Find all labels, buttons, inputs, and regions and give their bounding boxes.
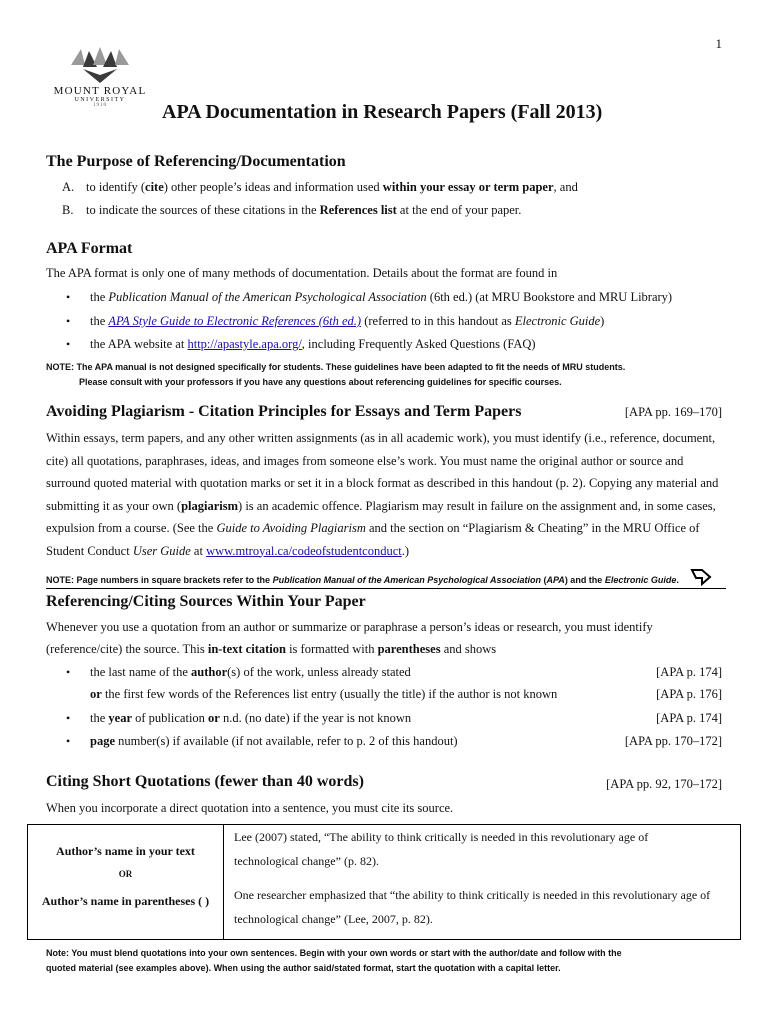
apa-source-manual: the Publication Manual of the American Psychological Association (6th ed.) (at MRU Bookstore and MRU Library) <box>90 290 673 304</box>
plagiarism-heading: Avoiding Plagiarism - Citation Principles for Essays and Term Papers <box>46 403 522 420</box>
bullet-icon: • <box>66 665 71 679</box>
page-title: APA Documentation in Research Papers (Fall 2013) <box>162 101 603 123</box>
example-author-in-parentheses: One researcher emphasized that “the ability to think critically is needed in this revolutionary age of technological change” (Lee, 2007, p. 82). <box>234 888 711 926</box>
or-label: OR <box>118 869 133 879</box>
apa-source-website: the APA website at http://apastyle.apa.org/, including Frequently Asked Questions (FAQ) <box>90 337 536 351</box>
citing-page: page number(s) if available (if not available, refer to p. 2 of this handout) <box>90 734 458 748</box>
apa-format-heading: APA Format <box>46 240 133 257</box>
citing-year: the year of publication or n.d. (no date) if the year is not known <box>90 711 412 725</box>
citing-year-ref: [APA p. 174] <box>656 711 722 725</box>
purpose-item-a-label: A. <box>62 180 75 194</box>
logo-year: 1910 <box>93 103 107 108</box>
bullet-icon: • <box>66 734 71 748</box>
citing-title-alternative: or the first few words of the References list entry (usually the title) if the author is not known <box>90 687 558 701</box>
bullet-icon: • <box>66 337 71 351</box>
logo-university: UNIVERSITY <box>74 97 126 103</box>
quotation-examples-table <box>27 824 741 940</box>
plagiarism-ref: [APA pp. 169–170] <box>624 405 722 419</box>
short-quotations-ref: [APA pp. 92, 170–172] <box>606 777 722 791</box>
citing-author-ref: [APA p. 174] <box>656 665 722 679</box>
section-divider <box>46 588 726 589</box>
table-divider <box>223 825 224 939</box>
university-logo-icon <box>65 45 135 83</box>
author-in-text-label: Author’s name in your text <box>56 844 195 858</box>
citing-page-ref: [APA pp. 170–172] <box>624 734 722 748</box>
citing-author: the last name of the author(s) of the work, unless already stated <box>90 665 411 679</box>
bullet-icon: • <box>66 290 71 304</box>
apastyle-link[interactable]: http://apastyle.apa.org/ <box>187 337 302 351</box>
code-of-conduct-link[interactable]: www.mtroyal.ca/codeofstudentconduct <box>206 543 402 558</box>
bullet-icon: • <box>66 711 71 725</box>
page-number-note: NOTE: Page numbers in square brackets refer to the Publication Manual of the American Psychological Association (APA) and the Electronic Guide. <box>46 575 679 585</box>
apa-manual-note-line2: Please consult with your professors if you have any questions about referencing guidelines for specific courses. <box>79 377 562 387</box>
blend-quotations-note-line2: quoted material (see examples above). When using the author said/stated format, start the quotation with a capital letter. <box>46 963 561 973</box>
electronic-guide-link[interactable]: APA Style Guide to Electronic References (6th ed.) <box>108 314 362 328</box>
university-logo <box>50 45 150 108</box>
apa-format-intro: The APA format is only one of many methods of documentation. Details about the format are found in <box>46 266 558 280</box>
short-quotations-heading: Citing Short Quotations (fewer than 40 words) <box>46 773 364 790</box>
citing-heading: Referencing/Citing Sources Within Your Paper <box>46 593 366 610</box>
plagiarism-paragraph: Within essays, term papers, and any other written assignments (as in all academic work), you must identify (i.e., reference, document, cite) all quotations, paraphrases, ideas, and images from someone else’s work. You must name the original author or source and surround quoted material with quotation marks or set it in a block format as described in this handout (p. 2). Copying any material and submitting it as your own (plagiarism) is an academic offence. Plagiarism may result in failure on the assignment and, in some cases, expulsion from a course. (See the Guide to Avoiding Plagiarism and the section on “Plagiarism & Cheating” in the MRU Office of Student Conduct User Guide at www.mtroyal.ca/codeofstudentconduct.) <box>46 431 719 558</box>
blend-quotations-note-line1: Note: You must blend quotations into your own sentences. Begin with your own words or start with the author/date and follow with the <box>46 948 622 958</box>
short-quotations-intro: When you incorporate a direct quotation into a sentence, you must cite its source. <box>46 801 454 815</box>
citing-title-ref: [APA p. 176] <box>656 687 722 701</box>
apa-source-electronic-guide: the APA Style Guide to Electronic References (6th ed.) (referred to in this handout as Electronic Guide) <box>90 314 605 328</box>
purpose-heading: The Purpose of Referencing/Documentation <box>46 153 346 170</box>
logo-name: MOUNT ROYAL <box>53 85 147 97</box>
author-in-parentheses-label: Author’s name in parentheses ( ) <box>41 894 210 908</box>
apa-manual-note-line1: NOTE: The APA manual is not designed specifically for students. These guidelines have been adapted to fit the needs of MRU students. <box>46 362 626 372</box>
bullet-icon: • <box>66 314 71 328</box>
example-author-in-text: Lee (2007) stated, “The ability to think critically is needed in this revolutionary age of technological change” (p. 82). <box>234 830 649 868</box>
citing-line1: Whenever you use a quotation from an author or summarize or paraphrase a person’s ideas or research, you must identify <box>46 620 653 634</box>
purpose-item-a: to identify (cite) other people’s ideas and information used within your essay or term paper, and <box>86 180 578 194</box>
purpose-item-b-label: B. <box>62 203 74 217</box>
page-number: 1 <box>715 36 722 51</box>
citing-line2: (reference/cite) the source. This in-text citation is formatted with parentheses and shows <box>46 642 497 656</box>
purpose-item-b: to indicate the sources of these citations in the References list at the end of your paper. <box>86 203 522 217</box>
pointing-arrow-icon <box>690 566 712 586</box>
